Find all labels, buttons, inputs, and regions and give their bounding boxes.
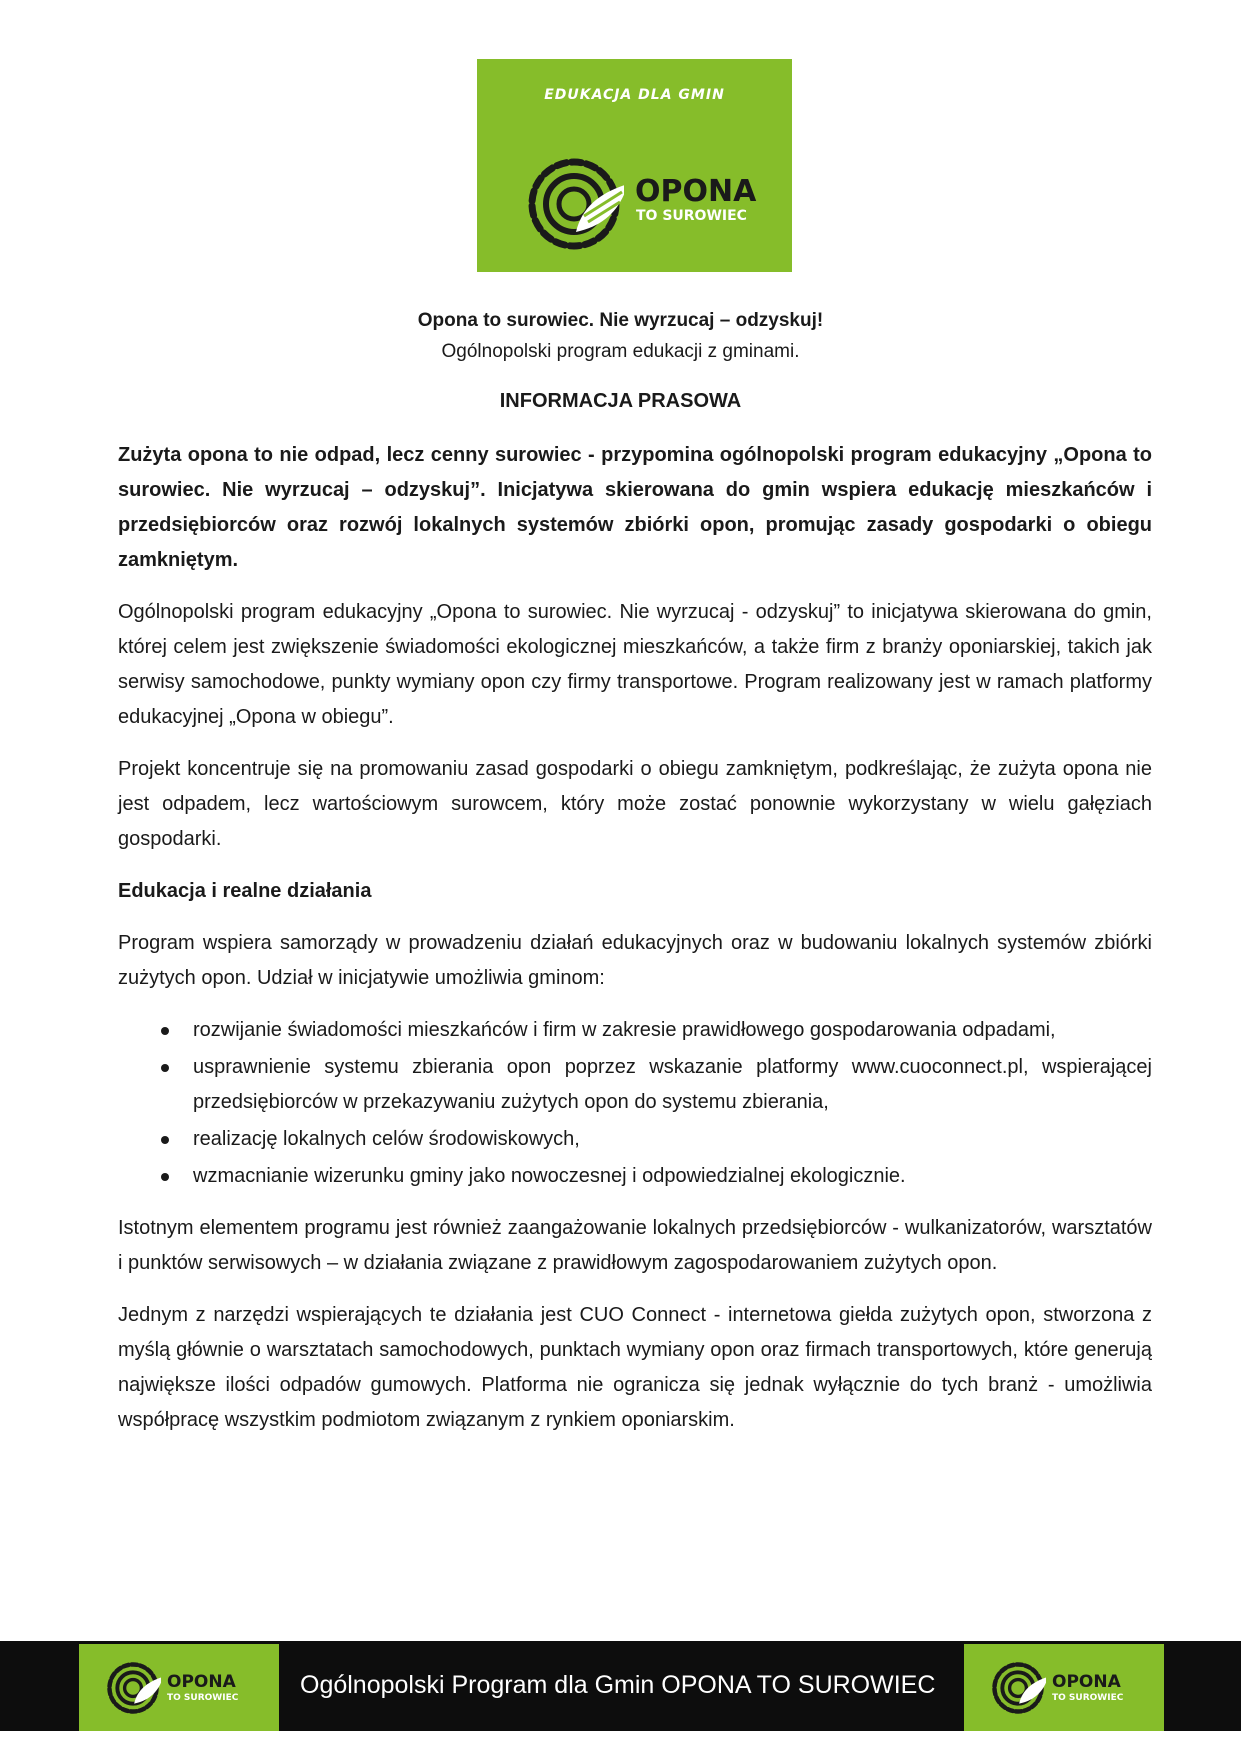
paragraph: Ogólnopolski program edukacyjny „Opona to surowiec. Nie wyrzucaj - odzyskuj” to inicjatywa skierowana do gmin, której celem jest zwiększenie świadomości ekologicznej mieszkańców, a także firm z branży oponiarskiej, takich jak serwisy samochodowe, punkty wymiany opon czy firmy transportowe. Program realizowany jest w ramach platformy edukacyjnej „Opona w obiegu”.	[118, 601, 1152, 728]
header-logo	[477, 59, 792, 272]
bullet-list	[118, 1013, 1152, 1194]
tire-leaf-icon	[990, 1660, 1046, 1716]
footer-logo-left	[79, 1644, 279, 1731]
paragraph: Program wspiera samorządy w prowadzeniu działań edukacyjnych oraz w budowaniu lokalnych systemów zbiórki zużytych opon. Udział w inicjatywie umożliwia gminom:	[118, 932, 1152, 989]
logo-word-opona: OPONA	[635, 174, 757, 209]
footer-bar	[0, 1641, 1241, 1731]
section-heading: Edukacja i realne działania	[118, 880, 372, 902]
paragraph: Jednym z narzędzi wspierających te działania jest CUO Connect - internetowa giełda zużytych opon, stworzona z myślą głównie o warsztatach samochodowych, punktach wymiany opon oraz firmach transportowych, które generują największe ilości odpadów gumowych. Platforma nie ogranicza się jednak wyłącznie do tych branż - umożliwia współpracę wszystkim podmiotom związanym z rynkiem oponiarskim.	[118, 1304, 1152, 1431]
logo-word-opona: OPONA	[1052, 1672, 1121, 1692]
logo-word-to-surowiec: TO SUROWIEC	[167, 1693, 239, 1703]
footer-text: Ogólnopolski Program dla Gmin OPONA TO SUROWIEC	[300, 1671, 936, 1699]
list-item: realizację lokalnych celów środowiskowych,	[118, 1122, 1152, 1157]
logo-word-opona: OPONA	[167, 1672, 236, 1692]
tire-leaf-icon	[105, 1660, 161, 1716]
footer-logo-right	[964, 1644, 1164, 1731]
article-body	[118, 438, 1152, 1455]
paragraph: Projekt koncentruje się na promowaniu zasad gospodarki o obiegu zamkniętym, podkreślając, że zużyta opona nie jest odpadem, lecz wartościowym surowcem, który może zostać ponownie wykorzystany w wielu gałęziach gospodarki.	[118, 758, 1152, 850]
tagline: Opona to surowiec. Nie wyrzucaj – odzyskuj!	[417, 310, 824, 331]
page-title: INFORMACJA PRASOWA	[499, 390, 742, 412]
logo-word-to-surowiec: TO SUROWIEC	[636, 208, 747, 224]
list-item: wzmacnianie wizerunku gminy jako nowoczesnej i odpowiedzialnej ekologicznie.	[118, 1159, 1152, 1194]
logo-top-text: EDUKACJA DLA GMIN	[544, 87, 725, 103]
tire-leaf-icon	[524, 154, 624, 254]
subtagline: Ogólnopolski program edukacji z gminami.	[441, 341, 800, 362]
logo-word-to-surowiec: TO SUROWIEC	[1052, 1693, 1124, 1703]
lead-paragraph: Zużyta opona to nie odpad, lecz cenny surowiec - przypomina ogólnopolski program edukacyjny „Opona to surowiec. Nie wyrzucaj – odzyskuj”. Inicjatywa skierowana do gmin wspiera edukację mieszkańców i przedsiębiorców oraz rozwój lokalnych systemów zbiórki opon, promując zasady gospodarki o obiegu zamkniętym.	[118, 444, 1152, 571]
list-item: usprawnienie systemu zbierania opon poprzez wskazanie platformy www.cuoconnect.pl, wspierającej przedsiębiorców w przekazywaniu zużytych opon do systemu zbierania,	[118, 1050, 1152, 1120]
list-item: rozwijanie świadomości mieszkańców i firm w zakresie prawidłowego gospodarowania odpadami,	[118, 1013, 1152, 1048]
paragraph: Istotnym elementem programu jest również zaangażowanie lokalnych przedsiębiorców - wulkanizatorów, warsztatów i punktów serwisowych – w działania związane z prawidłowym zagospodarowaniem zużytych opon.	[118, 1217, 1152, 1274]
